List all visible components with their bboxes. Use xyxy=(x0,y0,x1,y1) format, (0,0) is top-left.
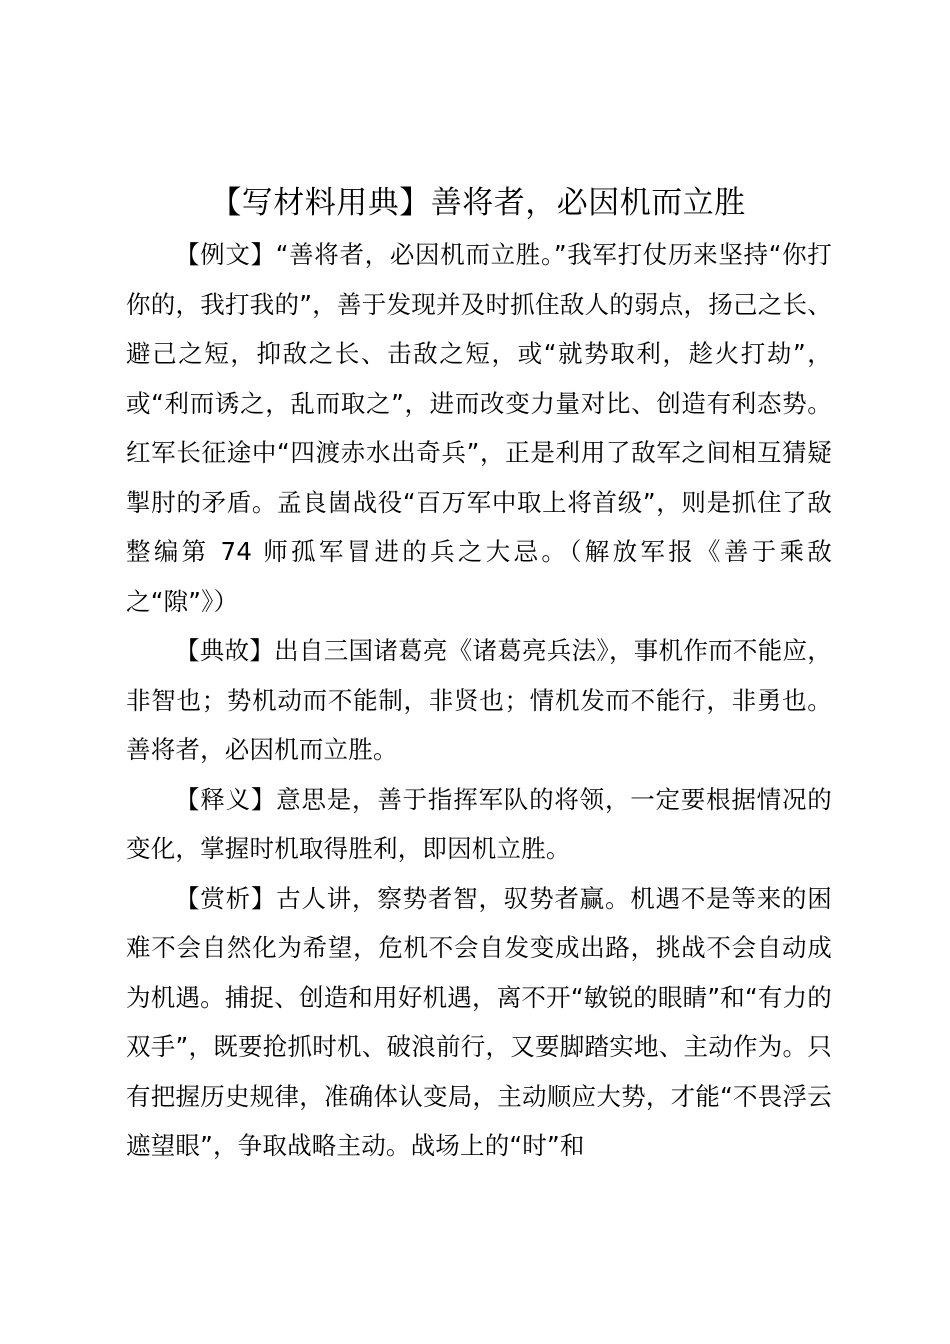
paragraph-text: 意思是，善于指挥军队的将领，一定要根据情况的变化，掌握时机取得胜利，即因机立胜。 xyxy=(126,784,832,863)
paragraph-label: 【赏析】 xyxy=(175,883,277,913)
paragraph-label: 【释义】 xyxy=(175,784,277,814)
document-page xyxy=(126,180,832,1171)
paragraph-meaning xyxy=(126,775,832,874)
paragraph-label: 【例文】 xyxy=(175,240,276,269)
paragraph-text: “善将者，必因机而立胜。”我军打仗历来坚持“你打你的，我打我的”，善于发现并及时抓住敌人的弱点，扬己之长、避己之短，抑敌之长、击敌之短，或“就势取利，趁火打劫”，或“利而诱之，乱而取之”，进而改变力量对比、创造有利态势。红军长征途中“四渡赤水出奇兵”，正是利用了敌军之间相互猜疑掣肘的矛盾。孟良崮战役“百万军中取上将首级”，则是抓住了敌整编第 74 师孤军冒进的兵之大忌。（解放军报《善于乘敌之“隙”》） xyxy=(126,240,832,616)
paragraph-label: 【典故】 xyxy=(175,636,275,665)
paragraph-text: 古人讲，察势者智，驭势者赢。机遇不是等来的困难不会自然化为希望，危机不会自发变成出路，挑战不会自动成为机遇。捕捉、创造和用好机遇，离不开“敏锐的眼睛”和“有力的双手”，既要抢抓时机、破浪前行，又要脚踏实地、主动作为。只有把握历史规律，准确体认变局，主动顺应大势，才能“不畏浮云遮望眼”，争取战略主动。战场上的“时”和 xyxy=(126,883,832,1160)
document-title: 【写材料用典】善将者，必因机而立胜 xyxy=(210,185,746,221)
paragraph-text: 出自三国诸葛亮《诸葛亮兵法》，事机作而不能应，非智也；势机动而不能制，非贤也；情机发而不能行，非勇也。善将者，必因机而立胜。 xyxy=(126,636,832,764)
paragraph-allusion xyxy=(126,626,832,775)
paragraph-appreciation xyxy=(126,874,832,1171)
paragraph-example xyxy=(126,230,832,626)
